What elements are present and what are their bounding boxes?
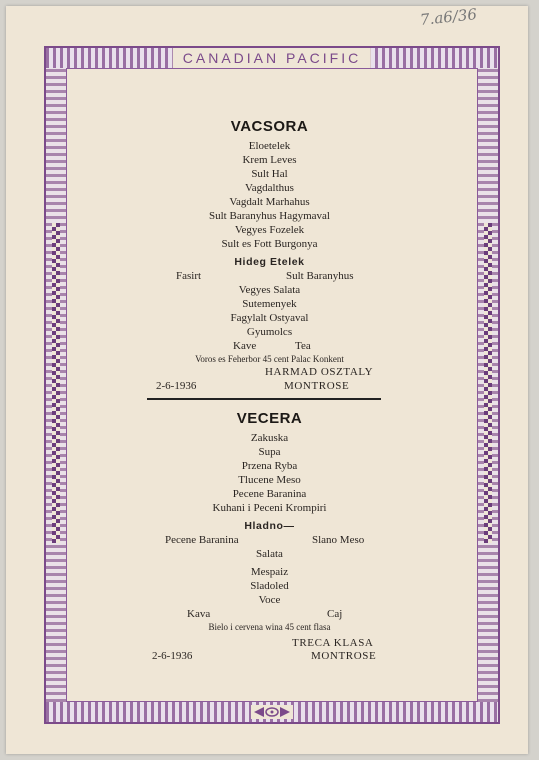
- menu-item: Kava: [187, 608, 211, 620]
- menu-item: Sult es Fott Burgonya: [221, 238, 318, 250]
- menu-item: Pecene Baranina: [165, 534, 239, 546]
- menu-item: Mespaiz: [250, 566, 289, 578]
- class-label: TRECA KLASA: [292, 637, 374, 649]
- handwritten-annotation: 7.a6/36: [419, 5, 478, 29]
- menu-item: Fagylalt Ostyaval: [230, 312, 309, 324]
- section-divider: [147, 398, 381, 400]
- menu-item: Slano Meso: [312, 534, 365, 546]
- ship-name: MONTROSE: [311, 650, 377, 662]
- menu-item: Zakuska: [250, 432, 289, 444]
- wine-note: Voros es Feherbor 45 cent Palac Konkent: [195, 354, 344, 364]
- cold-heading: Hladno—: [244, 520, 295, 532]
- vecera-title: VECERA: [236, 410, 303, 427]
- footer-emblem-icon: [251, 705, 293, 719]
- menu-item: Gyumolcs: [246, 326, 293, 338]
- menu-item: Tlucene Meso: [238, 474, 301, 486]
- menu-item: Kave: [233, 340, 257, 352]
- menu-item: Sladoled: [250, 580, 289, 592]
- menu-item: Sutemenyek: [242, 298, 297, 310]
- date: 2-6-1936: [152, 650, 193, 662]
- menu-item: Krem Leves: [242, 154, 297, 166]
- menu-item: Voce: [258, 594, 281, 606]
- cold-heading: Hideg Etelek: [234, 256, 305, 268]
- menu-item: Sult Baranyhus Hagymaval: [209, 210, 330, 222]
- menu-item: Tea: [295, 340, 311, 352]
- menu-item: Supa: [258, 446, 281, 458]
- menu-item: Sult Baranyhus: [286, 270, 354, 282]
- ship-name: MONTROSE: [284, 380, 350, 392]
- wine-note: Bielo i cervena wina 45 cent flasa: [208, 622, 331, 632]
- menu-item: Eloetelek: [248, 140, 291, 152]
- menu-item: Caj: [327, 608, 343, 620]
- menu-item: Fasirt: [176, 270, 202, 282]
- menu-item: Vegyes Fozelek: [234, 224, 305, 236]
- menu-item: Sult Hal: [251, 168, 288, 180]
- menu-item: Vegyes Salata: [238, 284, 301, 296]
- vacsora-title: VACSORA: [230, 118, 309, 135]
- menu-item: Vagdalt Marhahus: [229, 196, 310, 208]
- menu-item: Pecene Baranina: [232, 488, 307, 500]
- date: 2-6-1936: [156, 380, 197, 392]
- menu-item: Przena Ryba: [241, 460, 298, 472]
- brand-header: CANADIAN PACIFIC: [173, 48, 371, 68]
- menu-item: Kuhani i Peceni Krompiri: [212, 502, 327, 514]
- class-label: HARMAD OSZTALY: [265, 366, 374, 378]
- menu-item: Vagdalthus: [245, 182, 294, 194]
- menu-item: Salata: [256, 548, 283, 560]
